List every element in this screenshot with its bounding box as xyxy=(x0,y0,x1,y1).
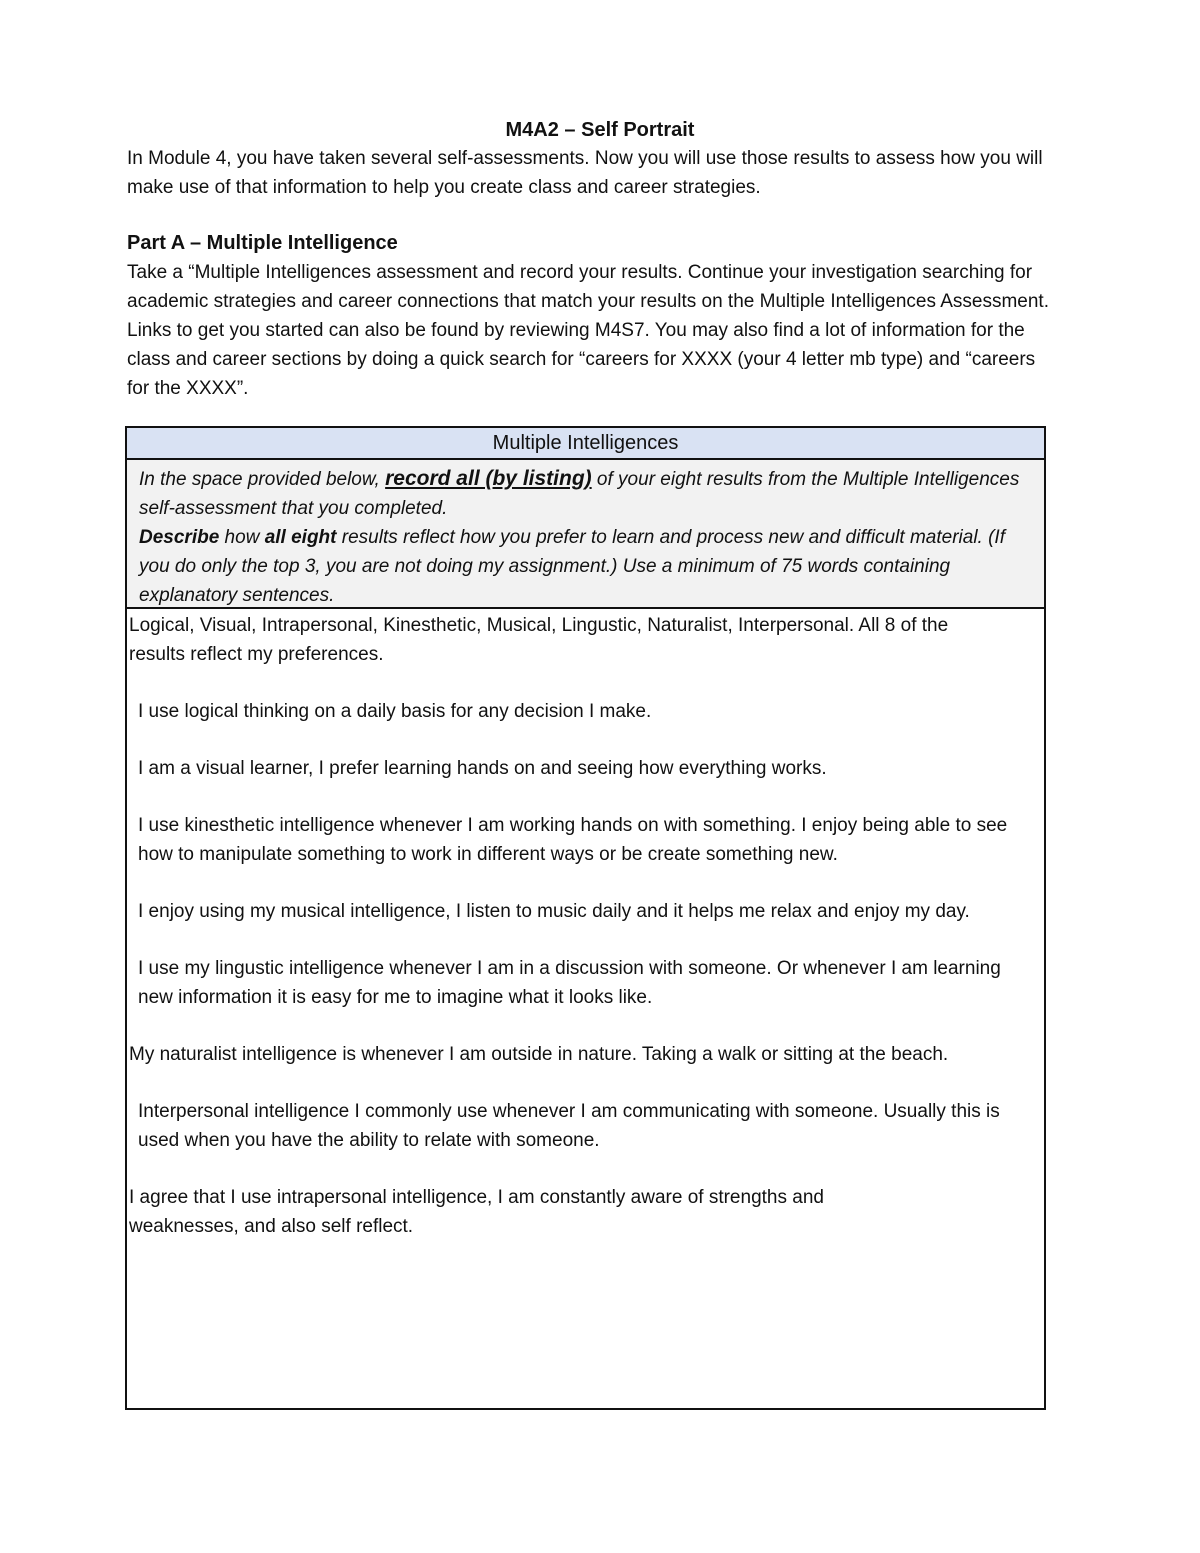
part-a-description: Take a “Multiple Intelligences assessment and record your results. Continue your investigation searching for academic strategies and career connections that match your results on the Multiple Intelligences Assessment. Links to get you started can also be found by reviewing M4S7. You may also find a lot of information for the class and career sections by doing a quick search for “careers for XXXX (your 4 letter mb type) and “careers for the XXXX”. xyxy=(127,262,1049,399)
instructions-text: of your eight results from the Multiple Intelligences self-assessment that you completed. xyxy=(139,469,1020,519)
answer-paragraph: I use my lingustic intelligence whenever I am in a discussion with someone. Or whenever I am learning new information it is easy for me to imagine what it looks like. xyxy=(138,958,1001,1008)
answer-paragraph: My naturalist intelligence is whenever I am outside in nature. Taking a walk or sitting at the beach. xyxy=(129,1044,949,1065)
describe-label: Describe xyxy=(139,527,220,548)
intro-paragraph: In Module 4, you have taken several self-assessments. Now you will use those results to assess how you will make use of that information to help you create class and career strategies. xyxy=(127,148,1043,198)
instructions-text: how xyxy=(219,527,265,548)
answer-paragraph: I am a visual learner, I prefer learning hands on and seeing how everything works. xyxy=(138,758,827,779)
answer-paragraph: I use logical thinking on a daily basis for any decision I make. xyxy=(138,701,652,722)
answer-area[interactable] xyxy=(127,609,1044,1241)
answer-paragraph: I use kinesthetic intelligence whenever I am working hands on with something. I enjoy being able to see how to manipulate something to work in different ways or be create something new. xyxy=(138,815,1008,865)
instructions-text: results reflect how you prefer to learn and process new and difficult material. (If you do only the top 3, you are not doing my assignment.) Use a minimum of 75 words containing explanatory sentences. xyxy=(139,527,1005,606)
instructions-emphasis: record all (by listing) xyxy=(385,467,592,490)
multiple-intelligences-table xyxy=(125,426,1046,1410)
table-header: Multiple Intelligences xyxy=(127,428,1044,460)
answer-paragraph: Logical, Visual, Intrapersonal, Kinesthetic, Musical, Lingustic, Naturalist, Interpersonal. All 8 of the results reflect my preferences. xyxy=(129,615,949,665)
part-a-heading: Part A – Multiple Intelligence xyxy=(127,232,398,254)
table-instructions xyxy=(127,460,1044,609)
instructions-text: In the space provided below, xyxy=(139,469,386,490)
answer-paragraph: Interpersonal intelligence I commonly use whenever I am communicating with someone. Usually this is used when you have the ability to relate with someone. xyxy=(138,1101,1000,1151)
page-title: M4A2 – Self Portrait xyxy=(505,119,695,141)
all-eight-emphasis: all eight xyxy=(264,527,337,548)
answer-paragraph: I enjoy using my musical intelligence, I listen to music daily and it helps me relax and enjoy my day. xyxy=(138,901,970,922)
answer-paragraph: I agree that I use intrapersonal intelligence, I am constantly aware of strengths and weaknesses, and also self reflect. xyxy=(129,1187,824,1237)
